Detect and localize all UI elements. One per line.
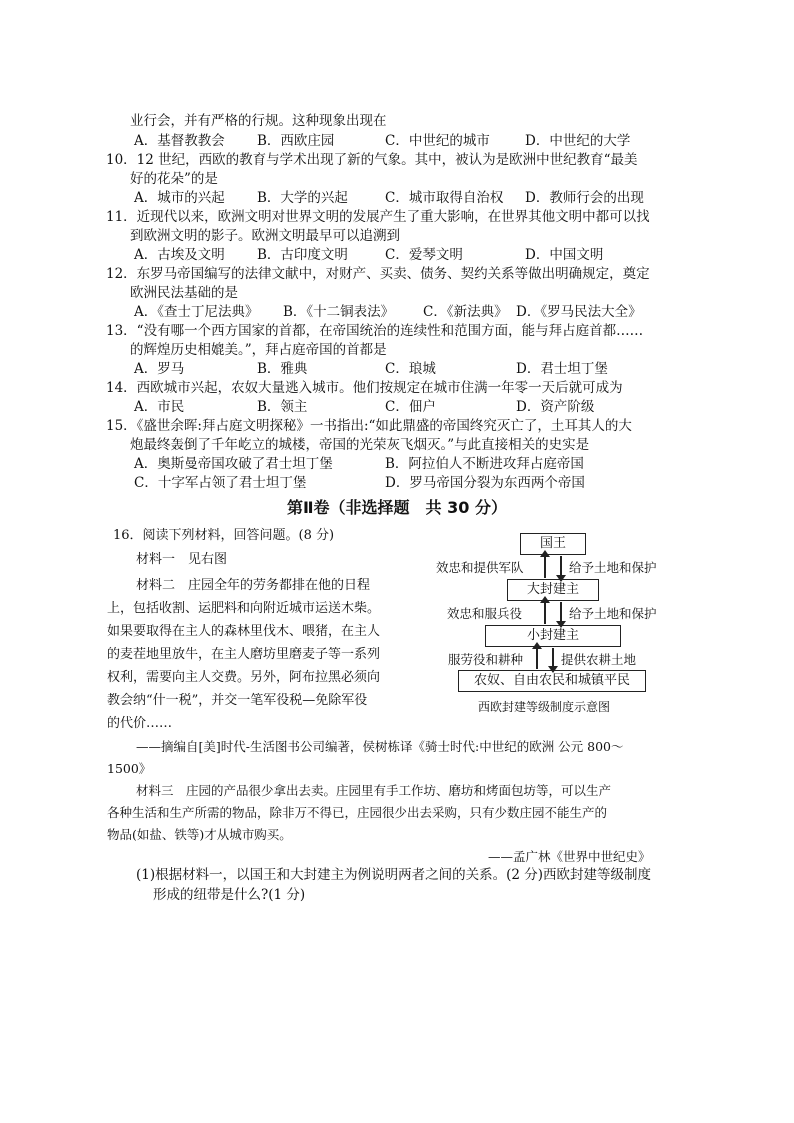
q13-stem-line2: 的辉煌历史相媲美。”，拜占庭帝国的首都是 <box>130 342 387 358</box>
q12-stem-line1: 12．东罗马帝国编写的法律文献中，对财产、买卖、债务、契约关系等做出明确规定，奠定 <box>106 266 650 282</box>
q12-option-c: C．《新法典》 <box>423 304 508 320</box>
q16-material-2-line: 教会纳“什一税”，并交一笔军役税—免除军役 <box>107 693 368 708</box>
q11-stem-line1: 11．近现代以来，欧洲文明对世界文明的发展产生了重大影响，在世界其他文明中都可以找 <box>106 209 650 225</box>
q12-stem-line2: 欧洲民法基础的是 <box>130 285 238 301</box>
q16-material-3-line: 物品(如盐、铁等)才从城市购买。 <box>107 827 292 842</box>
arrow-up <box>536 648 538 669</box>
q16-material-2-line: 材料二 庄园全年的劳务都排在他的日程 <box>136 578 371 593</box>
q16-material-1: 材料一 见右图 <box>136 552 228 567</box>
q11-stem-line2: 到欧洲文明的影子。欧洲文明最早可以追溯到 <box>130 228 400 244</box>
q14-option-a: A．市民 <box>134 399 185 415</box>
q10-option-d: D．教师行会的出现 <box>525 190 644 206</box>
q9-stem-continued: 业行会，并有严格的行规。这种现象出现在 <box>130 113 387 129</box>
q13-option-c: C．琅城 <box>385 361 436 377</box>
arrow-up <box>544 556 546 578</box>
q16-source-1: ——摘编自[美]时代-生活图书公司编著，侯树栋译《骑士时代:中世纪的欧洲 公元 800～ <box>136 739 624 754</box>
q15-option-d: D．罗马帝国分裂为东西两个帝国 <box>385 475 585 491</box>
down-label-2: 给予土地和保护 <box>569 606 657 621</box>
q10-stem-line1: 10．12 世纪，西欧的教育与学术出现了新的气象。其中，被认为是欧洲中世纪教育“最美 <box>106 152 638 168</box>
q11-option-c: C．爱琴文明 <box>385 247 463 263</box>
q13-option-d: D．君士坦丁堡 <box>516 361 608 377</box>
q11-option-b: B．古印度文明 <box>257 247 348 263</box>
q16-material-3-line: 各种生活和生产所需的物品，除非万不得已，庄园很少出去采购，只有少数庄园不能生产的 <box>107 805 608 820</box>
q14-option-b: B．领主 <box>257 399 308 415</box>
up-label-1: 效忠和提供军队 <box>436 560 524 575</box>
arrow-down <box>560 556 562 576</box>
q11-option-d: D．中国文明 <box>525 247 604 263</box>
q12-option-a: A．《查士丁尼法典》 <box>134 304 259 320</box>
q16-material-2-line: 的麦茬地里放牛，在主人磨坊里磨麦子等一系列 <box>107 647 381 662</box>
section-title: 第Ⅱ卷（非选择题 共 30 分） <box>287 498 507 517</box>
level-lesser-lord: 小封建主 <box>485 625 621 647</box>
q15-option-b: B．阿拉伯人不断进攻拜占庭帝国 <box>385 456 584 472</box>
up-label-3: 服劳役和耕种 <box>448 652 524 667</box>
q16-material-2-line: 上，包括收割、运肥料和向附近城市运送木柴。 <box>107 601 381 616</box>
q13-stem-line1: 13．“没有哪一个西方国家的首都，在帝国统治的连续性和范围方面，能与拜占庭首都…… <box>106 323 644 339</box>
q10-option-b: B．大学的兴起 <box>257 190 348 206</box>
q15-option-c: C．十字军占领了君士坦丁堡 <box>134 475 307 491</box>
q12-option-b: B．《十二铜表法》 <box>283 304 395 320</box>
diagram-caption: 西欧封建等级制度示意图 <box>478 700 611 714</box>
arrow-up <box>544 602 546 624</box>
q16-source-1-cont: 1500》 <box>107 761 152 776</box>
q11-option-a: A．古埃及文明 <box>134 247 225 263</box>
q12-option-d: D．《罗马民法大全》 <box>516 304 642 320</box>
q13-option-b: B．雅典 <box>257 361 308 377</box>
q16-material-2-line: 权利，需要向主人交费。另外，阿布拉黑必须向 <box>107 670 381 685</box>
q16-material-2-line: 如果要取得在主人的森林里伐木、喂猪，在主人 <box>107 624 381 639</box>
q16-material-2-line: 的代价…… <box>107 716 173 731</box>
q10-option-c: C．城市取得自治权 <box>385 190 504 206</box>
q9-option-d: D．中世纪的大学 <box>525 133 631 149</box>
q10-option-a: A．城市的兴起 <box>134 190 225 206</box>
q14-stem-line1: 14．西欧城市兴起，农奴大量逃入城市。他们按规定在城市住满一年零一天后就可成为 <box>106 380 623 396</box>
q15-option-a: A．奥斯曼帝国攻破了君士坦丁堡 <box>134 456 333 472</box>
q15-stem-line1: 15．《盛世余晖:拜占庭文明探秘》一书指出:“如此鼎盛的帝国终究灭亡了，土耳其人的大 <box>106 418 632 434</box>
q16-subquestion-1: (1)根据材料一，以国王和大封建主为例说明两者之间的关系。(2 分)西欧封建等级制度 <box>136 867 652 883</box>
q16-subquestion-1-cont: 形成的纽带是什么?(1 分) <box>153 887 306 903</box>
q16-source-2: ——孟广林《世界中世纪史》 <box>488 849 651 864</box>
down-label-1: 给予土地和保护 <box>569 560 657 575</box>
level-commoners: 农奴、自由农民和城镇平民 <box>458 670 646 692</box>
q9-option-b: B．西欧庄园 <box>257 133 335 149</box>
q9-option-a: A．基督教教会 <box>134 133 225 149</box>
q16-heading: 16．阅读下列材料，回答问题。(8 分) <box>113 528 335 543</box>
q10-stem-line2: 好的花朵”的是 <box>130 171 218 187</box>
q15-stem-line2: 炮最终轰倒了千年屹立的城楼，帝国的光荣灰飞烟灭。”与此直接相关的史实是 <box>130 437 590 453</box>
down-label-3: 提供农耕土地 <box>561 652 637 667</box>
q14-option-d: D．资产阶级 <box>516 399 595 415</box>
q16-material-3-line: 材料三 庄园的产品很少拿出去卖。庄园里有手工作坊、磨坊和烤面包坊等，可以生产 <box>136 783 612 798</box>
level-king: 国王 <box>520 533 586 555</box>
level-great-lord: 大封建主 <box>507 579 599 601</box>
up-label-2: 效忠和服兵役 <box>447 606 523 621</box>
q9-option-c: C．中世纪的城市 <box>385 133 490 149</box>
q13-option-a: A．罗马 <box>134 361 185 377</box>
arrow-down <box>560 602 562 622</box>
q14-option-c: C．佃户 <box>385 399 436 415</box>
arrow-down <box>552 648 554 667</box>
